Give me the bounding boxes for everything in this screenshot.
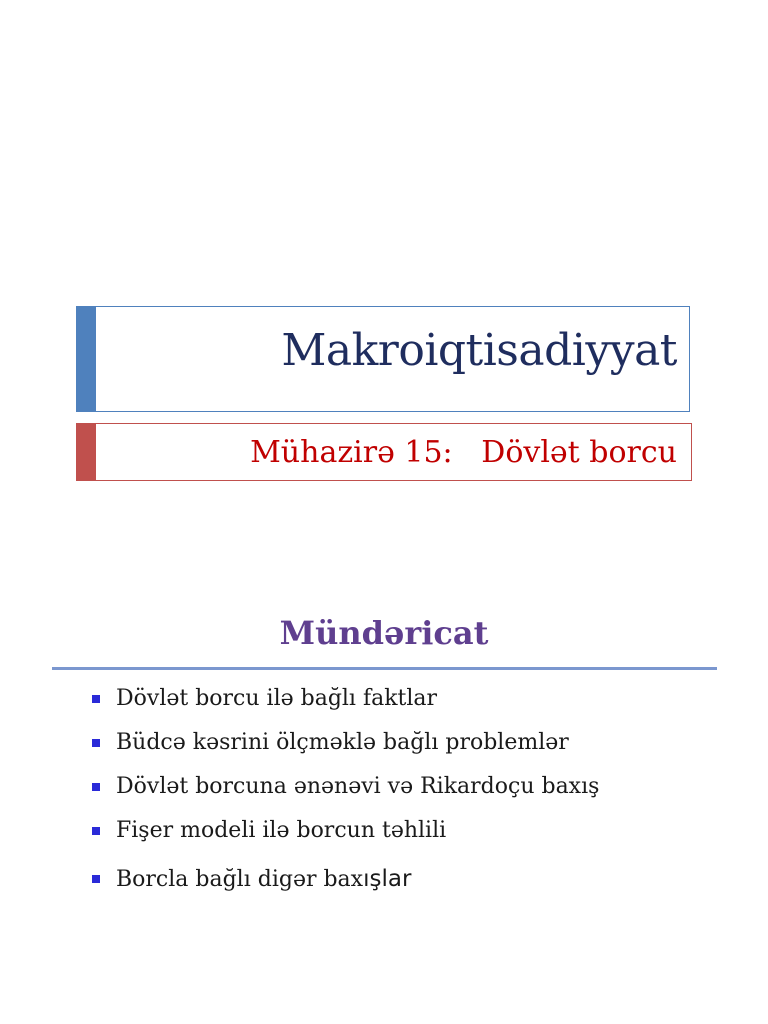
list-item (90, 772, 599, 816)
contents-divider (52, 667, 717, 670)
slide-title: Makroiqtisadiyyat (281, 325, 677, 376)
square-bullet-icon (92, 695, 100, 703)
subtitle-accent-bar (77, 424, 96, 480)
square-bullet-icon (92, 875, 100, 883)
list-item (90, 684, 599, 728)
square-bullet-icon (92, 783, 100, 791)
slide-subtitle: Mühazirə 15: Dövlət borcu (250, 435, 677, 470)
square-bullet-icon (92, 827, 100, 835)
list-item-text: Dövlət borcuna ənənəvi və Rikardoçu baxış (116, 774, 600, 799)
contents-list (90, 684, 599, 908)
list-item-text: Dövlət borcu ilə bağlı faktlar (116, 686, 438, 711)
list-item (90, 864, 599, 908)
list-item (90, 728, 599, 772)
title-box (76, 306, 690, 412)
list-item-text: Fişer modeli ilə borcun təhlili (116, 818, 447, 843)
contents-heading: Mündəricat (279, 614, 489, 652)
list-item-text-tail: ışlar (363, 866, 412, 892)
title-accent-bar (77, 307, 96, 411)
list-item-text: Büdcə kəsrini ölçməklə bağlı problemlər (116, 730, 569, 755)
square-bullet-icon (92, 739, 100, 747)
list-item-text: Borcla bağlı digər bax (116, 867, 364, 892)
subtitle-box (76, 423, 692, 481)
list-item (90, 816, 599, 860)
